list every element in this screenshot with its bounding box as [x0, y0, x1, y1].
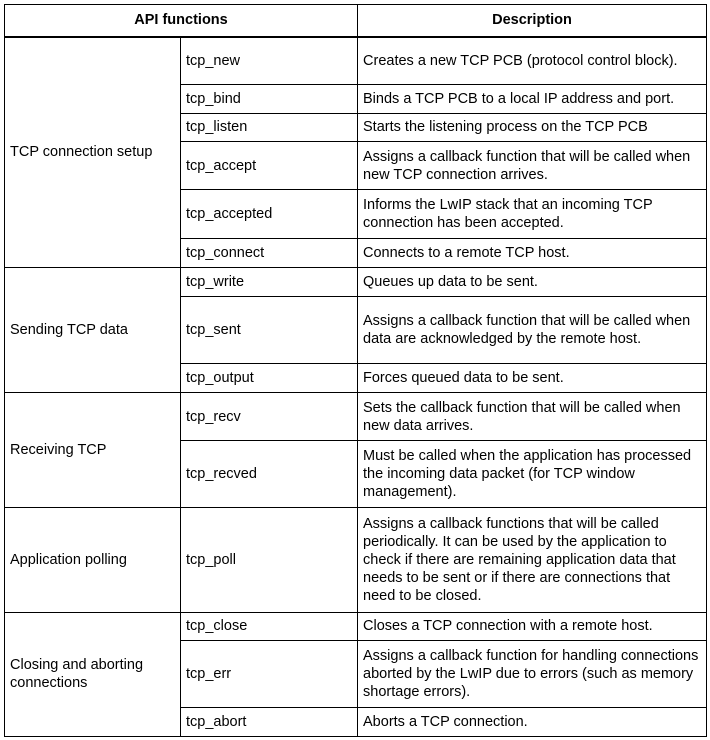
function-name: tcp_sent [181, 297, 358, 364]
function-description: Assigns a callback function that will be called when new TCP connection arrives. [358, 141, 707, 189]
function-description: Assigns a callback functions that will be called periodically. It can be used by the application to check if there are remaining application data that needs to be sent or if there are connections that need to be closed. [358, 507, 707, 612]
table-row [5, 507, 707, 612]
group-label: Application polling [5, 507, 181, 612]
function-name: tcp_write [181, 267, 358, 296]
table-row [5, 393, 707, 441]
group-label: Closing and aborting connections [5, 612, 181, 736]
function-description: Sets the callback function that will be called when new data arrives. [358, 393, 707, 441]
function-name: tcp_poll [181, 507, 358, 612]
function-name: tcp_bind [181, 85, 358, 113]
api-functions-header: API functions [5, 5, 358, 37]
function-description: Binds a TCP PCB to a local IP address and port. [358, 85, 707, 113]
function-description: Forces queued data to be sent. [358, 363, 707, 392]
function-name: tcp_output [181, 363, 358, 392]
function-description: Creates a new TCP PCB (protocol control block). [358, 37, 707, 85]
api-functions-table [4, 4, 707, 737]
function-name: tcp_abort [181, 707, 358, 736]
function-name: tcp_close [181, 612, 358, 640]
header-row [5, 5, 707, 37]
table-row [5, 267, 707, 296]
function-name: tcp_accepted [181, 190, 358, 238]
function-description: Must be called when the application has processed the incoming data packet (for TCP window management). [358, 441, 707, 508]
function-name: tcp_err [181, 641, 358, 708]
function-name: tcp_recv [181, 393, 358, 441]
function-description: Assigns a callback function for handling connections aborted by the LwIP due to errors (such as memory shortage errors). [358, 641, 707, 708]
function-description: Connects to a remote TCP host. [358, 238, 707, 267]
function-description: Queues up data to be sent. [358, 267, 707, 296]
function-name: tcp_connect [181, 238, 358, 267]
table-row [5, 612, 707, 640]
table-row [5, 37, 707, 85]
group-label: TCP connection setup [5, 37, 181, 268]
function-description: Assigns a callback function that will be called when data are acknowledged by the remote host. [358, 297, 707, 364]
group-label: Receiving TCP [5, 393, 181, 508]
function-name: tcp_listen [181, 113, 358, 141]
function-description: Starts the listening process on the TCP PCB [358, 113, 707, 141]
function-description: Informs the LwIP stack that an incoming TCP connection has been accepted. [358, 190, 707, 238]
function-description: Closes a TCP connection with a remote host. [358, 612, 707, 640]
group-label: Sending TCP data [5, 267, 181, 392]
function-name: tcp_new [181, 37, 358, 85]
function-name: tcp_recved [181, 441, 358, 508]
description-header: Description [358, 5, 707, 37]
function-name: tcp_accept [181, 141, 358, 189]
function-description: Aborts a TCP connection. [358, 707, 707, 736]
